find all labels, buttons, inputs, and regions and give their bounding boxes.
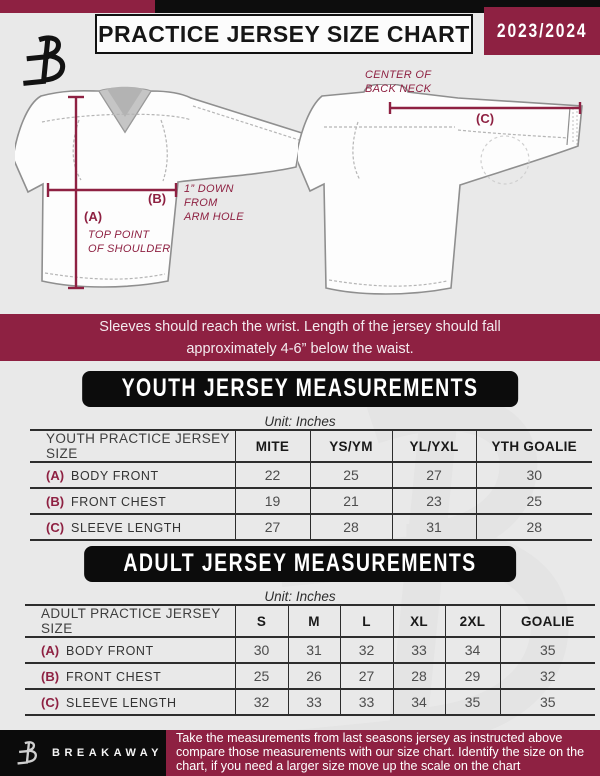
- front-jersey-illustration: [15, 84, 310, 296]
- table-row: [25, 689, 595, 715]
- row-label: (A) BODY FRONT: [25, 637, 235, 663]
- back-jersey-illustration: [298, 84, 593, 299]
- banner-line-2: approximately 4-6” below the waist.: [186, 340, 414, 357]
- table-cell: 32: [235, 689, 288, 715]
- footer-instruction-text: Take the measurements from last seasons jersey as instructed above compare those measurements with our size chart. Identify the size on the chart, if you need a larger size move up the scale on the chart: [176, 731, 585, 773]
- column-header: ADULT PRACTICE JERSEY SIZE: [25, 605, 235, 637]
- measure-c-key: (C): [476, 111, 495, 126]
- column-header: YL/YXL: [392, 430, 476, 462]
- youth-section-title: YOUTH JERSEY MEASUREMENTS: [121, 374, 479, 402]
- column-header: L: [340, 605, 393, 637]
- table-cell: 34: [445, 637, 500, 663]
- table-cell: 31: [392, 514, 476, 540]
- row-label: (C) SLEEVE LENGTH: [25, 689, 235, 715]
- table-cell: 28: [476, 514, 592, 540]
- season-badge: [484, 7, 600, 55]
- table-cell: 35: [500, 637, 595, 663]
- adult-unit-label: Unit: Inches: [264, 589, 336, 604]
- table-row: [30, 488, 592, 514]
- youth-table-header-row: [30, 430, 592, 462]
- jersey-diagrams: [0, 64, 600, 314]
- table-cell: 34: [393, 689, 445, 715]
- table-cell: 27: [392, 462, 476, 488]
- table-cell: 25: [476, 488, 592, 514]
- youth-unit-label: Unit: Inches: [264, 414, 336, 429]
- measure-key: (C): [46, 520, 65, 535]
- column-header: S: [235, 605, 288, 637]
- measure-key: (B): [41, 669, 60, 684]
- column-header: M: [288, 605, 340, 637]
- table-cell: 30: [476, 462, 592, 488]
- measure-a-key: (A): [84, 209, 103, 224]
- measure-key: (A): [41, 643, 60, 658]
- measure-key: (C): [41, 695, 60, 710]
- breakaway-footer-logo-icon: [16, 737, 42, 769]
- adult-table-header-row: [25, 605, 595, 637]
- fit-instruction-banner: [0, 314, 600, 361]
- footer-instruction-box: [166, 730, 600, 776]
- table-row: [30, 514, 592, 540]
- table-cell: 25: [310, 462, 392, 488]
- table-cell: 27: [340, 663, 393, 689]
- table-cell: 29: [445, 663, 500, 689]
- top-point-shoulder-note: TOP POINT OF SHOULDER: [88, 229, 171, 255]
- column-header: YS/YM: [310, 430, 392, 462]
- table-cell: 32: [500, 663, 595, 689]
- page-title: PRACTICE JERSEY SIZE CHART: [98, 20, 470, 47]
- row-label: (B) FRONT CHEST: [25, 663, 235, 689]
- center-back-neck-note: CENTER OF BACK NECK: [365, 69, 432, 95]
- row-label: (C) SLEEVE LENGTH: [30, 514, 235, 540]
- table-cell: 28: [310, 514, 392, 540]
- brand-name: BREAKAWAY: [52, 747, 163, 759]
- table-cell: 31: [288, 637, 340, 663]
- column-header: XL: [393, 605, 445, 637]
- adult-section-title: ADULT JERSEY MEASUREMENTS: [123, 549, 477, 577]
- adult-size-table: [25, 604, 595, 716]
- measure-key: (A): [46, 468, 65, 483]
- arm-hole-note: 1” DOWN FROM ARM HOLE: [184, 183, 244, 223]
- table-cell: 30: [235, 637, 288, 663]
- column-header: 2XL: [445, 605, 500, 637]
- banner-line-1: Sleeves should reach the wrist. Length of the jersey should fall: [99, 318, 501, 335]
- table-cell: 33: [288, 689, 340, 715]
- table-cell: 33: [340, 689, 393, 715]
- measure-b-key: (B): [148, 191, 167, 206]
- season-label: 2023/2024: [496, 19, 588, 42]
- measure-key: (B): [46, 494, 65, 509]
- column-header: GOALIE: [500, 605, 595, 637]
- table-cell: 26: [288, 663, 340, 689]
- table-row: [30, 462, 592, 488]
- table-row: [25, 663, 595, 689]
- youth-section-title-pill: [82, 371, 518, 407]
- column-header: YTH GOALIE: [476, 430, 592, 462]
- breakaway-logo-icon: [20, 18, 76, 104]
- table-cell: 33: [393, 637, 445, 663]
- table-cell: 23: [392, 488, 476, 514]
- adult-section-title-pill: [84, 546, 516, 582]
- table-cell: 28: [393, 663, 445, 689]
- footer-brand-bar: [0, 730, 166, 776]
- row-label: (A) BODY FRONT: [30, 462, 235, 488]
- table-row: [25, 637, 595, 663]
- column-header: YOUTH PRACTICE JERSEY SIZE: [30, 430, 235, 462]
- table-cell: 25: [235, 663, 288, 689]
- table-cell: 32: [340, 637, 393, 663]
- table-cell: 35: [445, 689, 500, 715]
- table-cell: 35: [500, 689, 595, 715]
- table-cell: 27: [235, 514, 310, 540]
- table-cell: 19: [235, 488, 310, 514]
- youth-size-table: [30, 429, 592, 541]
- row-label: (B) FRONT CHEST: [30, 488, 235, 514]
- page-title-box: [95, 14, 473, 54]
- table-cell: 22: [235, 462, 310, 488]
- column-header: MITE: [235, 430, 310, 462]
- top-accent-strip-maroon: [0, 0, 155, 13]
- table-cell: 21: [310, 488, 392, 514]
